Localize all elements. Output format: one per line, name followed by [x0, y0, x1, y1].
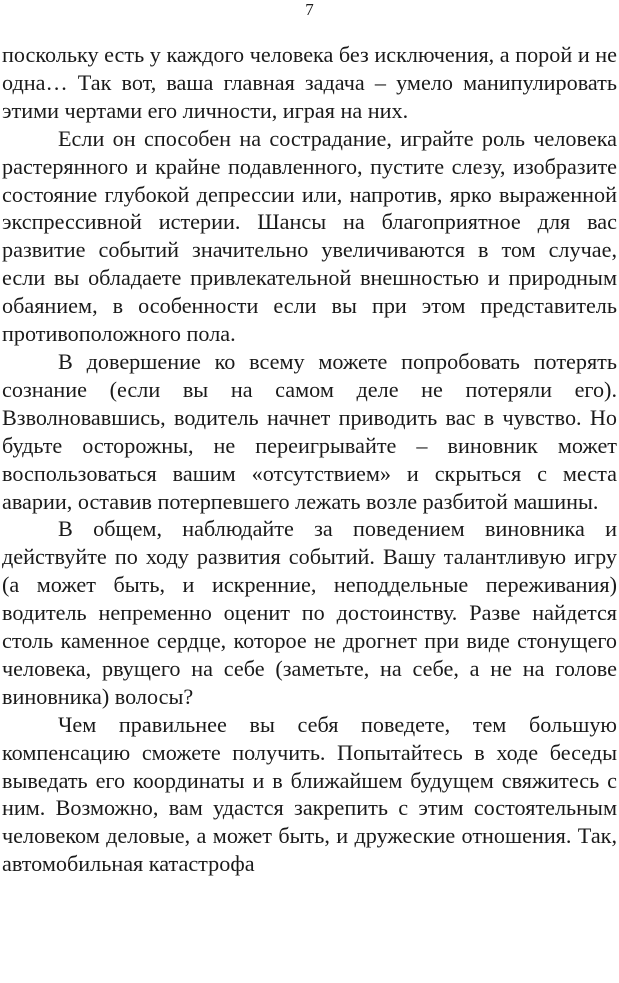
page-body [2, 41, 617, 878]
paragraph-5: Чем правильнее вы себя поведете, тем большую компенсацию сможете получить. Попытайтесь в ходе беседы выведать его координаты и в ближайшем будущем свяжитесь с ним. Возможно, вам удастся закрепить с этим состоятельным человеком деловые, а может быть, и дружеские отношения. Так, автомобильная катастрофа [2, 711, 617, 877]
paragraph-3: В довершение ко всему можете попробовать потерять сознание (если вы на самом деле не потеряли его). Взволновавшись, водитель начнет приводить вас в чувство. Но будьте осторожны, не переигрывайте – виновник может воспользоваться вашим «отсутствием» и скрыться с места аварии, оставив потерпевшего лежать возле разбитой машины. [2, 348, 617, 514]
paragraph-1: поскольку есть у каждого человека без исключения, а порой и не одна… Так вот, ваша главная задача – умело манипулировать этими чертами его личности, играя на них. [2, 42, 617, 123]
paragraph-2: Если он способен на сострадание, играйте роль человека растерянного и крайне подавленного, пустите слезу, изобразите состояние глубокой депрессии или, напротив, ярко выраженной экспрессивной истерии. Шансы на благоприятное для вас развитие событий значительно увеличиваются в том случае, если вы обладаете привлекательной внешностью и природным обаянием, в особенности если вы при этом представитель противоположного пола. [2, 125, 617, 347]
page-number: 7 [305, 0, 314, 19]
paragraph-4: В общем, наблюдайте за поведением виновника и действуйте по ходу развития событий. Вашу талантливую игру (а может быть, и искренние, неподдельные переживания) водитель непременно оценит по достоинству. Разве найдется столь каменное сердце, которое не дрогнет при виде стонущего человека, рвущего на себе (заметьте, на себе, а не на голове виновника) волосы? [2, 516, 617, 709]
